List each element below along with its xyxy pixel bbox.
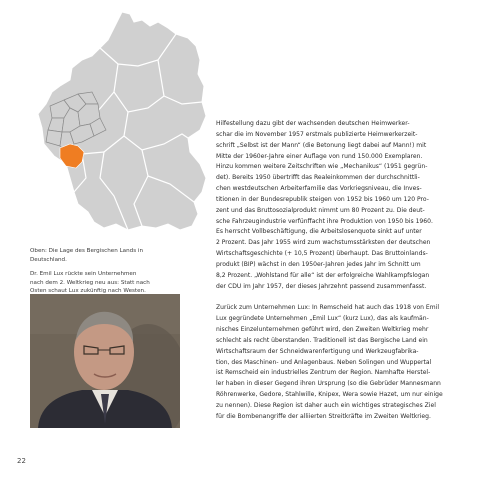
text-line: chen westdeutschen Arbeiterfamilie das Vorkriegsniveau, die Inves- — [216, 185, 422, 193]
caption-line: nach dem 2. Weltkrieg neu aus: Statt nach — [30, 279, 150, 286]
caption-line: Oben: Die Lage des Bergischen Lands in — [30, 248, 144, 254]
paragraph-1 — [216, 119, 460, 293]
caption-line: Dr. Emil Lux rückte sein Unternehmen — [30, 271, 137, 277]
portrait-icon — [30, 294, 180, 428]
text-line: Lux gegründete Unternehmen „Emil Lux“ (kurz Lux), das als kaufmän- — [216, 315, 429, 323]
text-line: 2 Prozent. Das Jahr 1955 wird zum wachstumsstärksten der deutschen — [216, 239, 431, 247]
page-number: 22 — [17, 457, 26, 465]
caption-line: Deutschland. — [30, 256, 67, 263]
text-line: nisches Einzelunternehmen geführt wird, den Zweiten Weltkrieg mehr — [216, 326, 429, 334]
caption-line: Osten schaut Lux zukünftig nach Westen. — [30, 288, 146, 295]
text-line: det). Bereits 1950 übertrifft das Realeinkommen der durchschnittli- — [216, 174, 420, 182]
text-line: Röhrenwerke, Gedore, Stahlwille, Knipex, Wera sowie Hazet, um nur einige — [216, 391, 443, 399]
text-line: ler haben in dieser Gegend ihren Ursprung (so die Gebrüder Mannesmann — [216, 380, 441, 388]
map-caption — [30, 247, 210, 264]
text-line: zent und das Bruttosozialprodukt nimmt um 80 Prozent zu. Die deut- — [216, 206, 425, 214]
text-line: titionen in der Bundesrepublik steigen von 1952 bis 1960 um 120 Pro- — [216, 195, 429, 203]
portrait-caption — [30, 270, 210, 296]
germany-map-figure — [30, 8, 230, 238]
text-line: Mitte der 1960er-Jahre einer Auflage von rund 150.000 Exemplaren. — [216, 152, 423, 160]
text-line: Es herrscht Vollbeschäftigung, die Arbeitslosenquote sinkt auf unter — [216, 228, 422, 236]
text-line: Hinzu kommen weitere Zeitschriften wie „Mechanikus“ (1951 gegrün- — [216, 163, 428, 171]
text-line: Hilfestellung dazu gibt der wachsenden deutschen Heimwerker- — [216, 120, 410, 127]
text-line: ist Remscheid ein industrielles Zentrum der Region. Namhafte Herstel- — [216, 369, 431, 377]
text-line: der CDU im Jahr 1957, der dieses Jahrzehnt passend zusammenfasst. — [216, 282, 427, 290]
portrait-photo — [30, 294, 180, 428]
text-line: Zurück zum Unternehmen Lux: In Remscheid hat auch das 1918 von Emil — [216, 304, 439, 312]
text-line: sche Fahrzeugindustrie verfünffacht ihre Produktion von 1950 bis 1960. — [216, 217, 433, 225]
body-text — [216, 119, 460, 423]
germany-map-icon — [30, 8, 230, 238]
text-line: für die Bombenangriffe der alliierten Streitkräfte im Zweiten Weltkrieg. — [216, 412, 431, 420]
text-line: zu nennen). Diese Region ist daher auch ein wichtiges strategisches Ziel — [216, 401, 436, 409]
text-line: Wirtschaftsraum der Schneidwarenfertigung und Werkzeugfabrika- — [216, 347, 419, 355]
text-line: tion, des Maschinen- und Anlagenbaus. Neben Solingen und Wuppertal — [216, 358, 432, 366]
text-line: schrift „Selbst ist der Mann“ (die Betonung liegt dabei auf Mann!) mit — [216, 141, 427, 149]
text-line: Wirtschaftsgeschichte (+ 10,5 Prozent) überhaupt. Das Bruttoinlands- — [216, 250, 428, 258]
text-line: schar die im November 1957 erstmals publizierte Heimwerkerzeit- — [216, 130, 418, 138]
text-line: schlecht als recht überstanden. Traditionell ist das Bergische Land ein — [216, 336, 428, 344]
text-line: 8,2 Prozent. „Wohlstand für alle“ ist der erfolgreiche Wahlkampfslogan — [216, 271, 430, 279]
text-line: produkt (BIP) wächst in den 1950er-Jahren jedes Jahr im Schnitt um — [216, 260, 421, 268]
paragraph-2 — [216, 303, 460, 422]
